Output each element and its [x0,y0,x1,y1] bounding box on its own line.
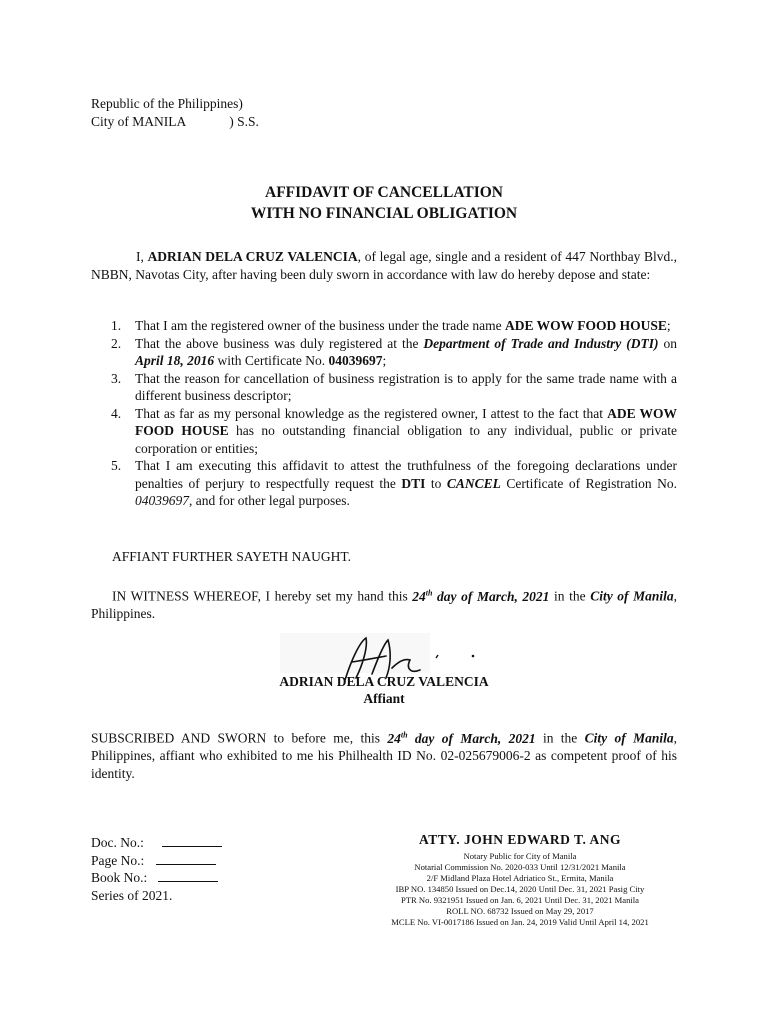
item-text: ; [666,318,671,333]
witness-month-year: day of March, 2021 [432,588,550,604]
notary-detail-line: PTR No. 9321951 Issued on Jan. 6, 2021 Until Dec. 31, 2021 Manila [401,895,639,905]
venue-line-republic: Republic of the Philippines) [91,96,243,111]
jurat-city: City of Manila [584,730,674,746]
item-text: with Certificate No. [214,353,329,368]
trade-name: ADE WOW FOOD HOUSE [135,405,678,438]
witness-text: IN WITNESS WHEREOF, I hereby set my hand this [112,588,413,604]
venue-line-city [91,113,259,131]
item-text: on [658,335,677,351]
witness-day: 24 [412,588,426,604]
book-no-blank [158,869,218,882]
jurat-day-suffix: th [400,730,408,739]
page-no-row [91,852,222,870]
intro-prefix: I, [136,249,148,264]
cancel-word: CANCEL [446,475,501,491]
list-number: 1. [111,318,122,333]
witness-city: City of Manila [590,588,674,604]
notary-detail-line: IBP NO. 134850 Issued on Dec.14, 2020 Until Dec. 31, 2021 Pasig City [395,884,645,894]
book-no-row [91,869,222,887]
certificate-number: 04039697 [135,493,189,508]
list-number: 4. [111,405,122,421]
jurat-paragraph [91,726,677,782]
item-text: That as far as my personal knowledge as the registered owner, I attest to the fact that [135,405,608,421]
doc-no-label: Doc. No.: [91,835,144,850]
item-text: to [425,475,447,491]
jurat-day: 24 [387,730,401,746]
item-text: That the reason for cancellation of business registration is to apply for the same trade name with a different business descriptor; [135,370,677,403]
list-item [91,317,677,335]
list-number: 5. [111,458,122,473]
affiant-label: Affiant [363,691,405,706]
item-text: That the above business was duly registered at the [135,335,424,351]
list-number: 3. [111,370,122,386]
witness-text: in the [549,588,591,604]
intro-affiant-name: ADRIAN DELA CRUZ VALENCIA [147,249,358,264]
intro-rest: , of legal age, single and a resident of 447 Northbay Blvd., NBBN, Navotas City, after having been duly sworn in accordance with law do hereby depose and state: [91,249,678,282]
notary-block [360,832,680,928]
list-item [91,335,677,370]
venue-block [91,95,259,131]
witness-day-suffix: th [425,588,433,597]
venue-ss: ) S.S. [229,114,259,129]
jurat-text: , Philippines, affiant who exhibited to me his Philhealth ID No. 02-025679006-2 as competent proof of his identity. [91,730,677,781]
statement-list [91,317,677,510]
notary-detail-line: MCLE No. VI-0017186 Issued on Jan. 24, 2019 Valid Until April 14, 2021 [391,917,649,927]
document-title-line-1: AFFIDAVIT OF CANCELLATION [265,184,503,201]
document-title-line-2: WITH NO FINANCIAL OBLIGATION [250,205,518,222]
jurat-date [387,731,535,746]
witness-text: , Philippines. [91,588,678,621]
certificate-number: 04039697 [328,353,383,368]
list-item [91,457,677,510]
item-text: ; [382,353,387,368]
jurat-text: in the [535,730,585,746]
notary-detail-line: Notary Public for City of Manila [463,851,577,861]
notary-detail-line: ROLL NO. 68732 Issued on May 29, 2017 [446,906,594,916]
list-item [91,370,677,405]
item-text: has no outstanding financial obligation to any individual, public or private corporation or entities; [135,423,677,456]
witness-date [412,589,549,604]
list-number: 2. [111,335,122,351]
page-no-label: Page No.: [91,852,145,868]
jurat-text: SUBSCRIBED AND SWORN to before me, this [91,730,388,746]
intro-paragraph [91,248,677,283]
affiant-name: ADRIAN DELA CRUZ VALENCIA [279,674,489,689]
series-row: Series of 2021. [91,887,173,903]
registration-date: April 18, 2016 [135,353,215,368]
notarial-register-block [91,834,222,904]
agency-name: Department of Trade and Industry (DTI) [423,335,659,351]
item-text: That I am executing this affidavit to attest the truthfulness of the foregoing declarations under penalties of perjury to respectfully request the [135,458,677,491]
notary-detail-line: 2/F Midland Plaza Hotel Adriatico St., Ermita, Manila [426,873,614,883]
page-no-blank [156,852,216,865]
notary-name: ATTY. JOHN EDWARD T. ANG [418,832,622,847]
jurat-month-year: day of March, 2021 [407,730,536,746]
doc-no-blank [162,834,222,847]
doc-no-row [91,834,222,852]
item-text: , and for other legal purposes. [189,493,350,508]
notary-detail-line: Notarial Commission No. 2020-033 Until 12/31/2021 Manila [414,862,626,872]
agency-abbrev: DTI [401,475,426,491]
item-text: That I am the registered owner of the business under the trade name [135,318,505,333]
list-item [91,405,677,458]
sayeth-naught: AFFIANT FURTHER SAYETH NAUGHT. [112,549,351,564]
book-no-label: Book No.: [91,870,148,885]
item-text: Certificate of Registration No. [500,475,677,491]
venue-city: City of MANILA [91,114,187,129]
trade-name: ADE WOW FOOD HOUSE [505,318,667,333]
witness-paragraph [91,584,677,623]
